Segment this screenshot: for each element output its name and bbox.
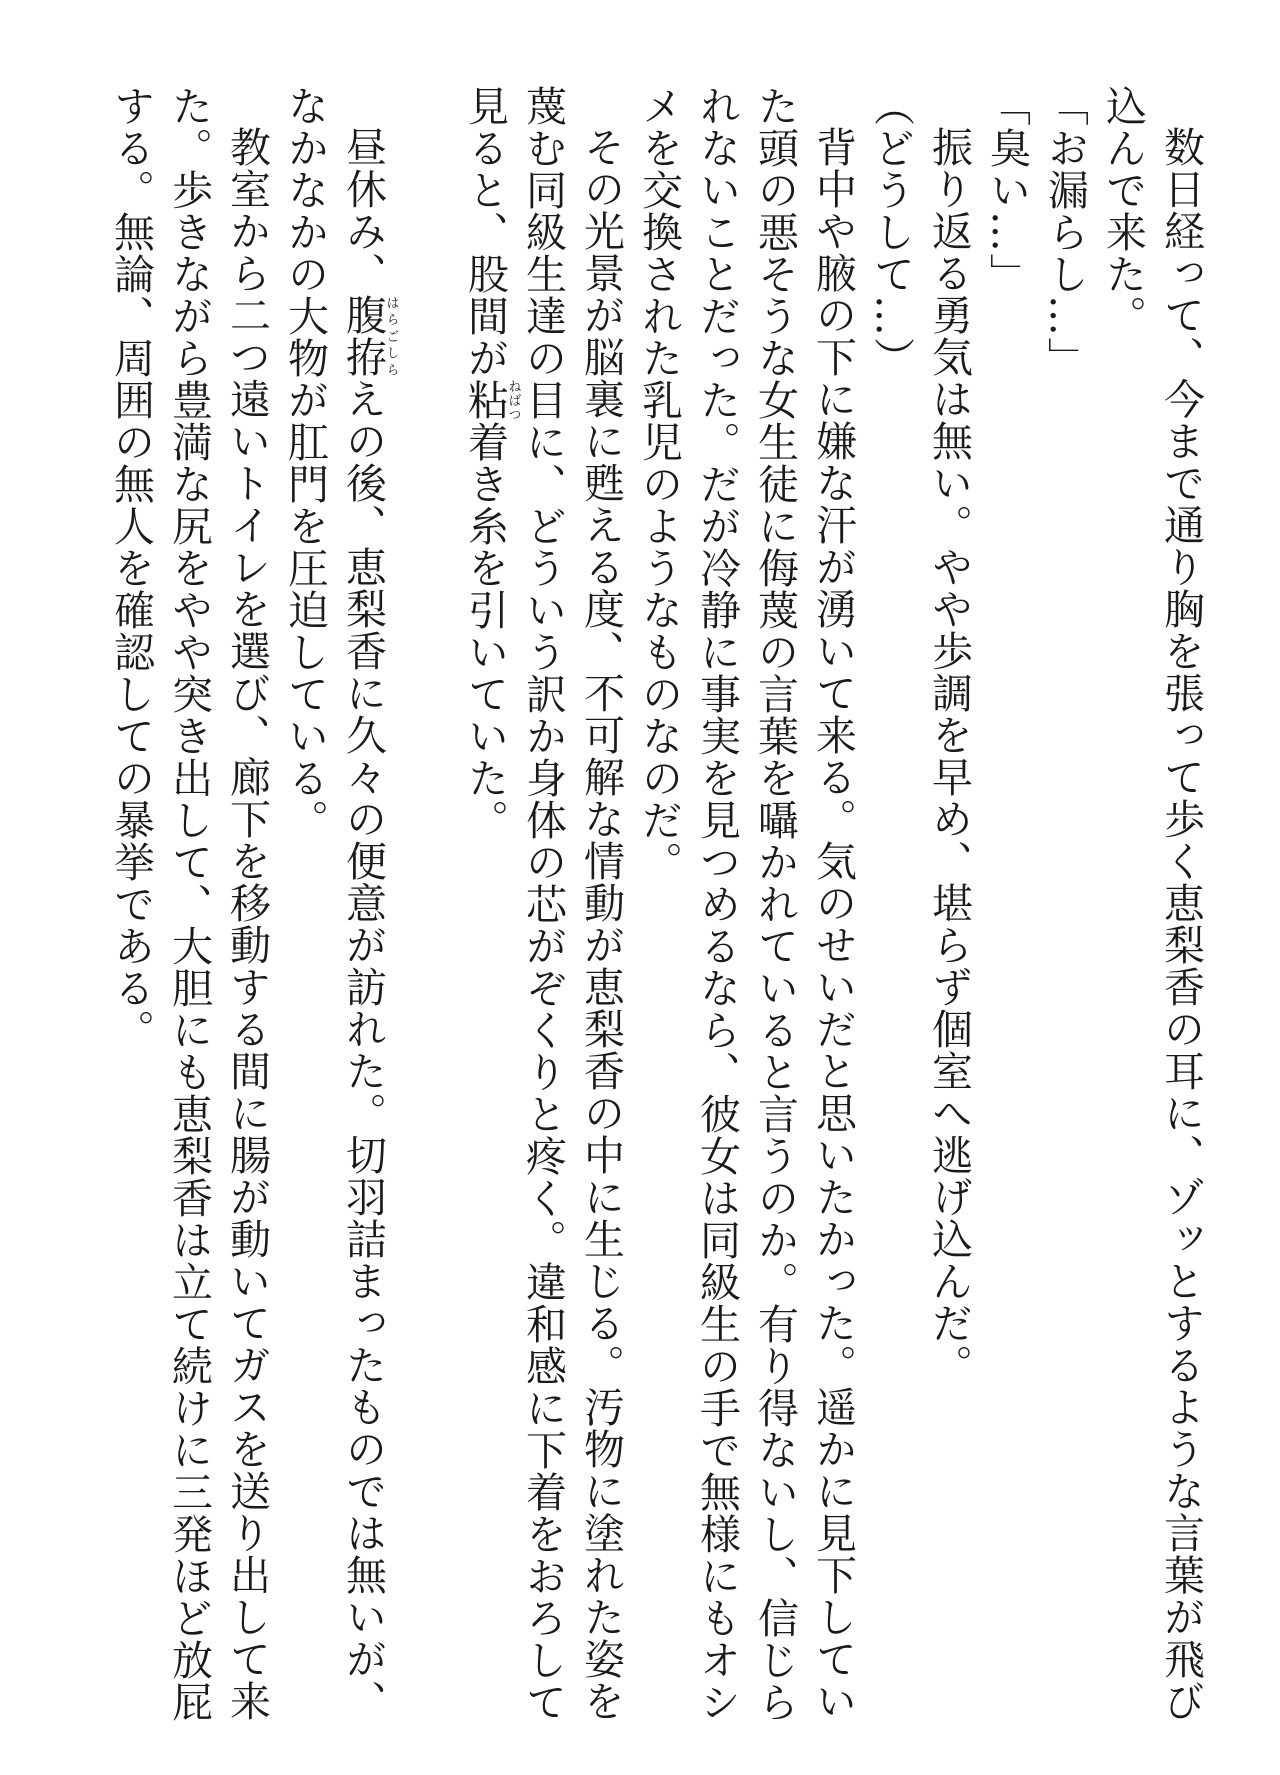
ruby-nebatsu-base: 粘: [461, 379, 509, 421]
blank-line: [398, 85, 456, 1725]
paragraph-sweat: 背中や腋の下に嫌な汗が湧いて来る。気のせいだと思いたかった。遥かに見下していた頭の悪そうな女生徒に侮蔑の言葉を囁かれていると言うのか。有り得ないし、信じられないことだった。だが冷静に事実を見つめるなら、彼女は同級生の手で無様にもオシメを交換された乳児のようなものなのだ。: [635, 85, 857, 1723]
lunch-text-post: えの後、恵梨香に久々の便意が訪れた。切羽詰まったものでは無いが、なかなかの大物が肛門を圧迫している。: [281, 85, 387, 1722]
vertical-text-body: [102, 85, 1210, 1725]
paragraph-arrival: 数日経って、今まで通り胸を張って歩く恵梨香の耳に、ゾッとするような言葉が飛び込んで来た。: [1099, 85, 1205, 1722]
ruby-haragoshira-base: 腹拵: [339, 294, 387, 378]
paragraph-scene: [456, 85, 630, 1725]
ruby-nebatsu-reading: ねばつ: [505, 379, 521, 421]
lunch-text-pre: 昼休み、: [339, 126, 387, 294]
paragraph-escape: 振り返る勇気は無い。やや歩調を早め、堪らず個室へ逃げ込んだ。: [925, 126, 973, 1386]
ruby-haragoshira: [339, 294, 399, 378]
quote-omorashi: 「お漏らし…」: [1041, 85, 1089, 379]
scene-text-pre: その光景が脳裏に甦える度、不可解な情動が恵梨香の中に生じる。汚物に塗れた姿を蔑む同級生達の目に、どういう訳か身体の芯がぞくりと疼く。違和感に下着をおろして見ると、股間が: [461, 85, 625, 1723]
quote-kusai: 「臭い…」: [983, 85, 1031, 295]
paragraph-corridor: 教室から二つ遠いトイレを選び、廊下を移動する間に腸が動いてガスを送り出して来た。歩きながら豊満な尻をやや突き出して、大胆にも恵梨香は立て続けに三発ほど放屁する。無論、周囲の無人を確認しての暴挙である。: [107, 85, 271, 1723]
ruby-haragoshira-reading: はらごしら: [383, 294, 399, 378]
ruby-nebatsu: [461, 379, 521, 421]
scene-text-post: 着き糸を引いていた。: [461, 421, 509, 841]
thought-doushite: （どうして…）: [867, 85, 915, 379]
paragraph-lunch: [276, 85, 398, 1725]
